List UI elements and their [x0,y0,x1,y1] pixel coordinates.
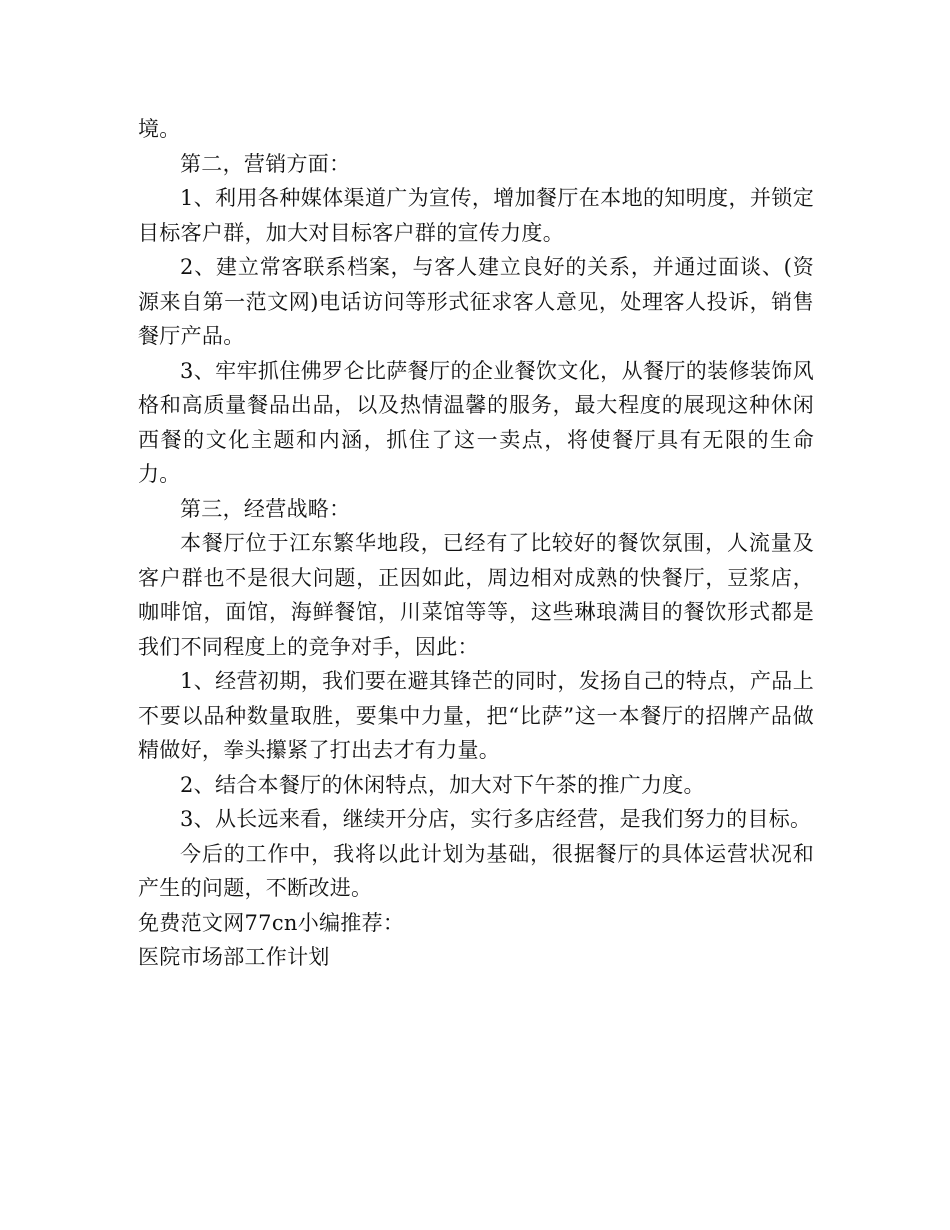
paragraph-marketing-1: 1、利用各种媒体渠道广为宣传，增加餐厅在本地的知明度，并锁定目标客户群，加大对目标客户群的宣传力度。 [138,186,814,245]
paragraph-marketing-3: 3、牢牢抓住佛罗仑比萨餐厅的企业餐饮文化，从餐厅的装修装饰风格和高质量餐品出品，以及热情温馨的服务，最大程度的展现这种休闲西餐的文化主题和内涵，抓住了这一卖点，将使餐厅具有无限的生命力。 [138,358,814,486]
paragraph-continuation: 境。 [138,117,181,141]
paragraph-conclusion: 今后的工作中，我将以此计划为基础，很据餐厅的具体运营状况和产生的问题，不断改进。 [138,841,814,900]
recommendation-label: 免费范文网77cn小编推荐： [138,910,405,935]
paragraph-strategy-3: 3、从长远来看，继续开分店，实行多店经营，是我们努力的目标。 [180,807,812,831]
paragraph-strategy-intro: 本餐厅位于江东繁华地段，已经有了比较好的餐饮氛围，人流量及客户群也不是很大问题，正因如此，周边相对成熟的快餐厅，豆浆店，咖啡馆，面馆，海鲜餐馆，川菜馆等等，这些琳琅满目的餐饮形式都是我们不同程度上的竞争对手，因此： [138,531,814,659]
section-heading-marketing: 第二，营销方面： [180,151,351,176]
document-body [138,112,814,975]
paragraph-marketing-2: 2、建立常客联系档案，与客人建立良好的关系，并通过面谈、(资源来自第一范文网)电话访问等形式征求客人意见，处理客人投诉，销售餐厅产品。 [138,255,814,348]
paragraph-strategy-1: 1、经营初期，我们要在避其锋芒的同时，发扬自己的特点，产品上不要以品种数量取胜，要集中力量，把“比萨”这一本餐厅的招牌产品做精做好，拳头攥紧了打出去才有力量。 [138,669,814,762]
section-heading-strategy: 第三，经营战略： [180,496,351,521]
recommended-article-link[interactable]: 医院市场部工作计划 [138,945,330,969]
paragraph-strategy-2: 2、结合本餐厅的休闲特点，加大对下午茶的推广力度。 [180,772,705,797]
